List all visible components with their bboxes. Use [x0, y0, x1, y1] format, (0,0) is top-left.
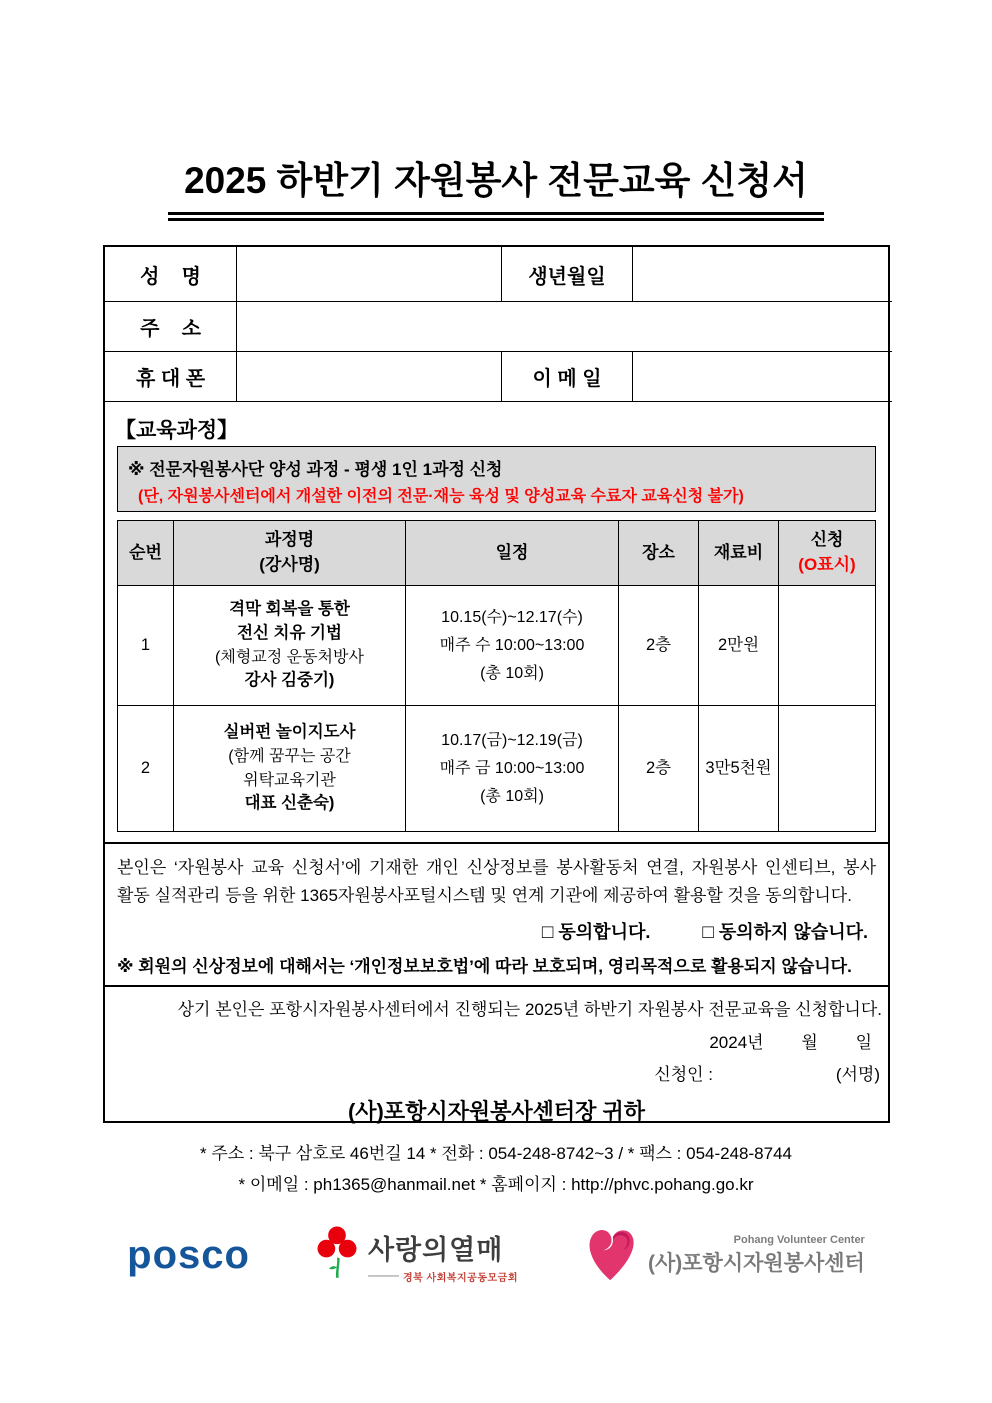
email-field[interactable]: [633, 352, 892, 402]
row2-course-name: [173, 705, 405, 831]
pohang-kr-name: (사)포항시자원봉사센터: [647, 1252, 865, 1276]
row1-schedule-line2: 매주 수 10:00~13:00: [439, 636, 585, 654]
fruit-of-love-subtext: 경북 사회복지공동모금회: [402, 1272, 518, 1284]
row2-course-line4: 대표 신춘숙): [244, 793, 335, 812]
col-header-fee: 재료비: [698, 521, 778, 585]
consent-choice-line: [117, 918, 876, 944]
row2-course-line3: 위탁교육기관: [243, 771, 336, 789]
course-table: [117, 520, 876, 832]
application-statement: 상기 본인은 포항시자원봉사센터에서 진행되는 2025년 하반기 자원봉사 전문교육을 신청합니다.: [177, 1000, 882, 1019]
consent-text: 본인은 ‘자원봉사 교육 신청서’에 기재한 개인 신상정보를 봉사활동처 연결, 자원봉사 인센티브, 봉사 활동 실적관리 등을 위한 1365자원봉사포털시스템 및 연계 기관에 제공하여 활용할 것을 동의합니다.: [117, 858, 876, 905]
pohang-volunteer-center-logo: [582, 1222, 865, 1289]
row1-apply-cell[interactable]: [778, 585, 875, 705]
fruit-of-love-subline: [368, 1269, 518, 1284]
phone-label: 휴 대 폰: [105, 352, 237, 402]
recipient-line: (사)포항시자원봉사센터장 귀하: [347, 1099, 646, 1124]
applicant-signature-line: 신청인 : (서명): [654, 1065, 880, 1084]
form-outer-box: [103, 245, 890, 1123]
course-notice-box: [117, 446, 876, 512]
pohang-heart-icon: [582, 1222, 642, 1289]
row2-course-line1: 실버펀 놀이지도사: [223, 723, 356, 742]
footer-email-line: * 이메일 : ph1365@hanmail.net * 홈페이지 : http://phvc.pohang.go.kr: [238, 1174, 754, 1194]
personal-info-table: [105, 247, 888, 402]
row2-schedule: [405, 705, 618, 831]
col-header-apply-line2: (O표시): [798, 555, 856, 574]
row2-no: 2: [118, 705, 173, 831]
agree-checkbox[interactable]: □: [541, 922, 554, 944]
row1-schedule-line1: 10.15(수)~12.17(수): [441, 608, 583, 626]
row2-fee: 3만5천원: [698, 705, 778, 831]
birthdate-field[interactable]: [633, 247, 892, 302]
address-label: 주 소: [105, 302, 237, 352]
contact-footer: [0, 1139, 992, 1200]
name-field[interactable]: [237, 247, 502, 302]
row1-place: 2층: [618, 585, 698, 705]
row1-course-line2: 전신 치유 기법: [237, 623, 342, 642]
phone-field[interactable]: [237, 352, 502, 402]
col-header-course-line1: 과정명: [264, 530, 315, 550]
col-header-apply: [778, 521, 875, 585]
pohang-text: [648, 1234, 865, 1277]
col-header-course-line2: (강사명): [259, 555, 320, 574]
logo-row: [0, 1222, 992, 1289]
row2-schedule-line3: (총 10회): [480, 787, 544, 805]
fruit-of-love-name: 사랑의열매: [367, 1234, 504, 1265]
row1-schedule-line3: (총 10회): [480, 664, 544, 682]
title-block: [168, 150, 824, 221]
row1-no: 1: [118, 585, 173, 705]
course-section-heading: 【교육과정】: [115, 419, 239, 442]
row1-course-name: [173, 585, 405, 705]
application-section: [105, 987, 888, 1124]
address-field[interactable]: [237, 302, 892, 352]
birthdate-label: 생년월일: [502, 247, 633, 302]
row1-fee: 2만원: [698, 585, 778, 705]
row1-course-line3: (체형교정 운동처방사: [215, 648, 364, 666]
col-header-schedule: 일정: [405, 521, 618, 585]
notice-line-2: (단, 자원봉사센터에서 개설한 이전의 전문·재능 육성 및 양성교육 수료자 교육신청 불가): [138, 488, 744, 505]
name-label: 성 명: [105, 247, 237, 302]
row2-course-line2: (함께 꿈꾸는 공간: [228, 748, 351, 766]
col-header-apply-line1: 신청: [810, 530, 844, 550]
posco-logo: posco: [127, 1233, 250, 1278]
notice-line-1: ※ 전문자원봉사단 양성 과정 - 평생 1인 1과정 신청: [128, 460, 503, 479]
fruit-of-love-text: [368, 1228, 518, 1284]
page-title: 2025 하반기 자원봉사 전문교육 신청서: [168, 150, 824, 221]
disagree-label: 동의하지 않습니다.: [718, 922, 868, 943]
fruit-of-love-logo: [314, 1224, 518, 1287]
disagree-checkbox[interactable]: □: [702, 922, 714, 944]
email-label: 이 메 일: [502, 352, 633, 402]
row2-schedule-line1: 10.17(금)~12.19(금): [441, 731, 583, 749]
col-header-no: 순번: [118, 521, 173, 585]
agree-label: 동의합니다.: [558, 922, 651, 943]
application-date-line: 2024년 월 일: [709, 1033, 872, 1052]
row1-schedule: [405, 585, 618, 705]
fruit-of-love-dash: ———: [367, 1270, 398, 1283]
col-header-course: [173, 521, 405, 585]
footer-address-line: * 주소 : 북구 삼호로 46번길 14 * 전화 : 054-248-8742~3 / * 팩스 : 054-248-8744: [199, 1144, 792, 1163]
row2-place: 2층: [618, 705, 698, 831]
row1-course-line4: 강사 김중기): [244, 671, 335, 690]
row2-schedule-line2: 매주 금 10:00~13:00: [439, 759, 585, 777]
row1-course-line1: 격막 회복을 통한: [229, 600, 350, 619]
fruit-of-love-berries-icon: [314, 1224, 360, 1287]
row2-apply-cell[interactable]: [778, 705, 875, 831]
col-header-place: 장소: [618, 521, 698, 585]
pohang-en-name: Pohang Volunteer Center: [733, 1234, 865, 1247]
consent-section: [105, 844, 888, 985]
privacy-note: ※ 회원의 신상정보에 대해서는 ‘개인정보보호법’에 따라 보호되며, 영리목적으로 활용되지 않습니다.: [117, 957, 852, 977]
